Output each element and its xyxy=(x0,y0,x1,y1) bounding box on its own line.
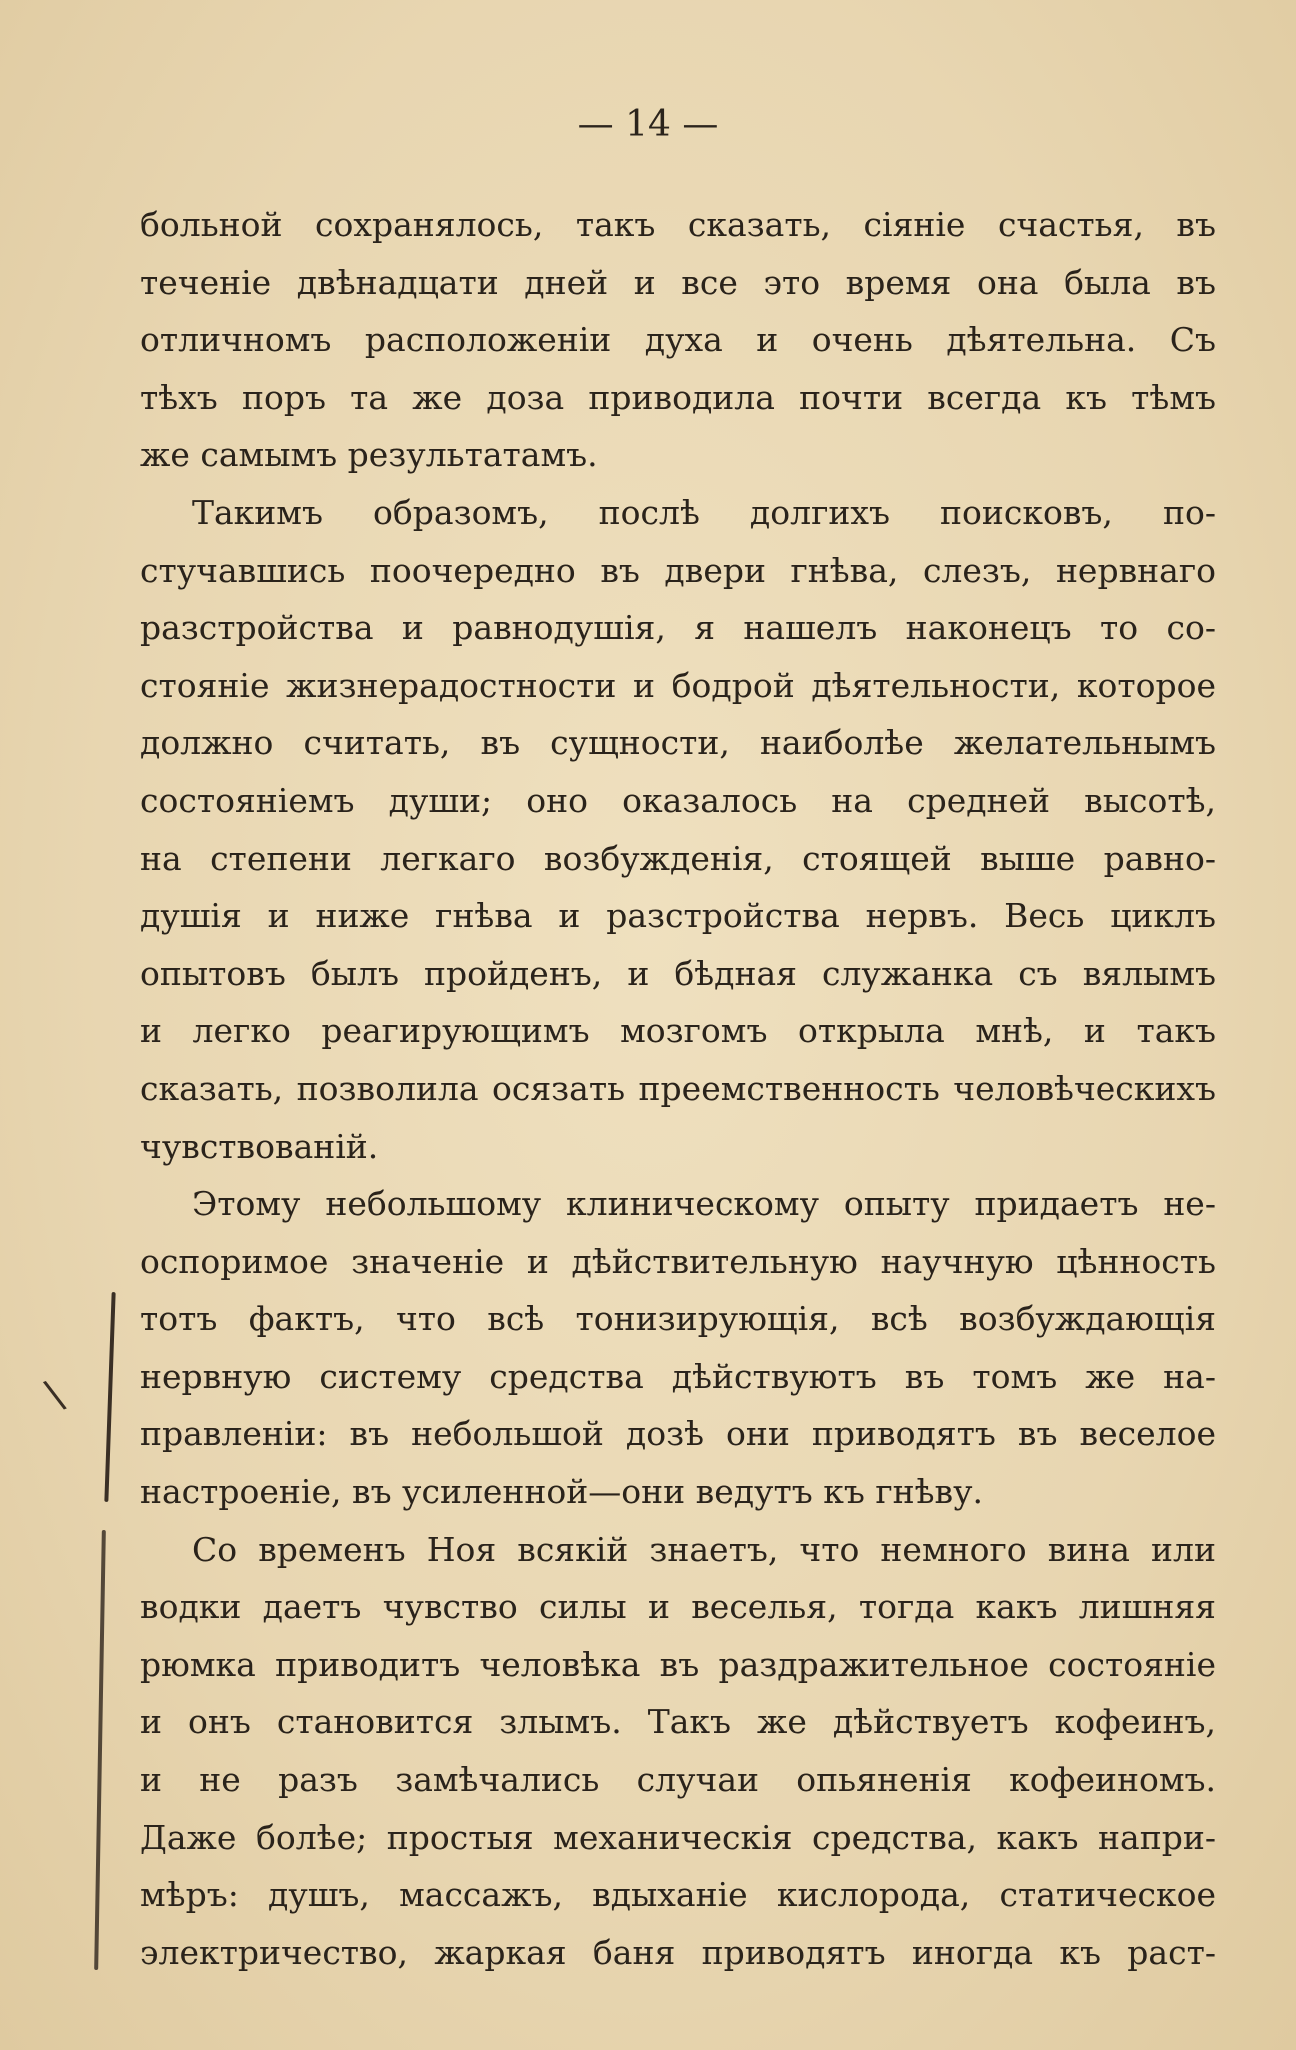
text-line: отличномъ расположеніи духа и очень дѣятельна. Съ xyxy=(140,320,1216,360)
paragraph xyxy=(140,1175,1216,1521)
text-line: настроеніе, въ усиленной—они ведутъ къ гнѣву. xyxy=(140,1472,983,1512)
text-line: рюмка приводитъ человѣка въ раздражительное состояніе xyxy=(140,1644,1216,1684)
text-line: тотъ фактъ, что всѣ тонизирующія, всѣ возбуждающія xyxy=(140,1299,1216,1339)
margin-pencil-tick: \ xyxy=(40,1371,69,1419)
text-line: же самымъ результатамъ. xyxy=(140,435,598,475)
text-line: водки даетъ чувство силы и веселья, тогда какъ лишняя xyxy=(140,1587,1216,1627)
text-line: чувствованій. xyxy=(140,1126,379,1166)
text-line: оспоримое значеніе и дѣйствительную научную цѣнность xyxy=(140,1241,1216,1281)
margin-pencil-line xyxy=(104,1292,115,1502)
text-line: стучавшись поочередно въ двери гнѣва, слезъ, нервнаго xyxy=(140,550,1216,590)
text-line: мѣръ: душъ, массажъ, вдыханіе кислорода, статическое xyxy=(140,1875,1216,1915)
text-line: нервную систему средства дѣйствуютъ въ томъ же на- xyxy=(140,1356,1216,1396)
body-text xyxy=(140,196,1216,1981)
margin-pencil-line xyxy=(94,1530,106,1970)
text-line: больной сохранялось, такъ сказать, сіяніе счастья, въ xyxy=(140,205,1216,244)
text-line: и легко реагирующимъ мозгомъ открыла мнѣ, и такъ xyxy=(140,1011,1216,1051)
text-line: состояніемъ души; оно оказалось на средней высотѣ, xyxy=(140,780,1216,820)
text-line: Такимъ образомъ, послѣ долгихъ поисковъ, по- xyxy=(192,492,1216,532)
paragraph xyxy=(140,196,1216,484)
text-line: тѣхъ поръ та же доза приводила почти всегда къ тѣмъ xyxy=(140,377,1216,417)
text-line: разстройства и равнодушія, я нашелъ наконецъ то со- xyxy=(140,608,1216,648)
text-line: сказать, позволила осязать преемственность человѣческихъ xyxy=(140,1068,1216,1108)
text-line: стояніе жизнерадостности и бодрой дѣятельности, которое xyxy=(140,665,1216,705)
text-line: на степени легкаго возбужденія, стоящей выше равно- xyxy=(140,838,1216,878)
text-line: Этому небольшому клиническому опыту придаетъ не- xyxy=(192,1184,1216,1224)
page-number: — 14 — xyxy=(577,104,719,145)
text-line: Со временъ Ноя всякій знаетъ, что немного вина или xyxy=(192,1529,1216,1569)
paragraph xyxy=(140,484,1216,1175)
text-line: душія и ниже гнѣва и разстройства нервъ. Весь циклъ xyxy=(140,896,1216,936)
text-line: и не разъ замѣчались случаи опьяненія кофеиномъ. xyxy=(140,1760,1216,1800)
text-line: правленіи: въ небольшой дозѣ они приводятъ въ веселое xyxy=(140,1414,1216,1454)
text-line: теченіе двѣнадцати дней и все это время она была въ xyxy=(140,262,1216,302)
text-line: должно считать, въ сущности, наиболѣе желательнымъ xyxy=(140,723,1216,763)
text-line: электричество, жаркая баня приводятъ иногда къ раст- xyxy=(140,1932,1216,1972)
paragraph xyxy=(140,1521,1216,1982)
text-line: и онъ становится злымъ. Такъ же дѣйствуетъ кофеинъ, xyxy=(140,1702,1216,1742)
text-line: Даже болѣе; простыя механическія средства, какъ напри- xyxy=(140,1817,1216,1857)
text-line: опытовъ былъ пройденъ, и бѣдная служанка съ вялымъ xyxy=(140,953,1216,993)
